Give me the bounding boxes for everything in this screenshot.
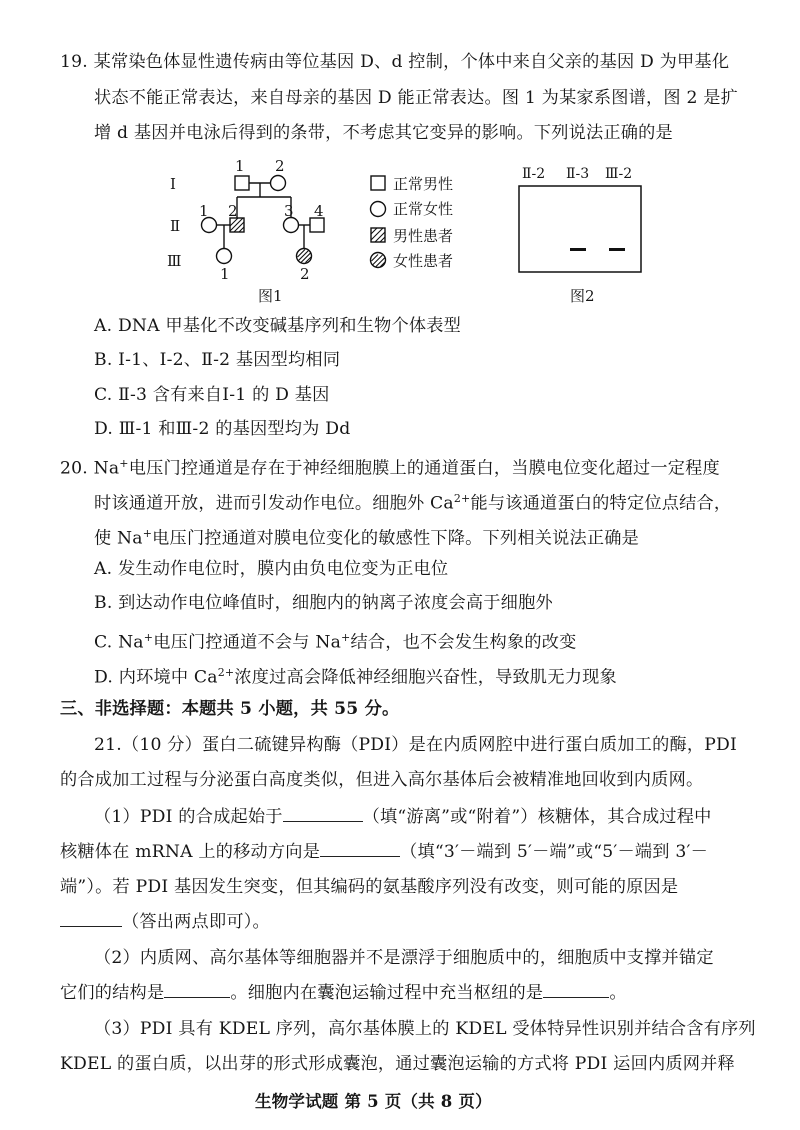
gen-label-II: Ⅱ bbox=[170, 217, 181, 235]
legend-normal-female: 正常女性 bbox=[393, 200, 454, 218]
q20-option-a: A. 发生动作电位时，膜内由负电位变为正电位 bbox=[94, 559, 449, 579]
num-II-4: 4 bbox=[314, 202, 324, 220]
q20-option-d: D. 内环境中 $Ca^{2+}$浓度过高会降低神经细胞兴奋性，导致肌无力现象 bbox=[94, 666, 617, 688]
num-I-1: 1 bbox=[235, 157, 245, 175]
q20-line-3: 使 Na+电压门控通道对膜电位变化的敏感性下降。下列相关说法正确是 bbox=[94, 527, 640, 549]
num-I-2: 2 bbox=[275, 157, 285, 175]
num-II-2: 2 bbox=[228, 202, 238, 220]
gel-lane-label-2: Ⅱ-3 bbox=[566, 166, 590, 182]
q21-part2-line-1: （2）内质网、高尔基体等细胞器并不是漂浮于细胞质中的，细胞质中支撑并锚定 bbox=[94, 948, 714, 968]
num-II-1: 1 bbox=[199, 202, 209, 220]
q21-part1-line-2: 核糖体在 mRNA 上的移动方向是 （填“3′－端到 5′－端”或“5′－端到 3′－ bbox=[60, 842, 708, 862]
page-footer: 生物学试题 第 5 页（共 8 页） bbox=[255, 1092, 492, 1111]
q19-line-3: 增 d 基因并电泳后得到的条带，不考虑其它变异的影响。下列说法正确的是 bbox=[94, 123, 673, 143]
answer-blank-4[interactable] bbox=[164, 981, 230, 998]
affected-male-icon bbox=[371, 228, 385, 242]
pedigree-legend-symbols bbox=[368, 172, 390, 272]
section-3-heading: 三、非选择题：本题共 5 小题，共 55 分。 bbox=[60, 699, 400, 719]
answer-blank-2[interactable] bbox=[320, 840, 400, 857]
gel-band-II-3 bbox=[570, 248, 586, 251]
figure-2-caption: 图2 bbox=[570, 287, 595, 305]
gel-band-III-2 bbox=[609, 248, 625, 251]
gel-lane-label-3: Ⅲ-2 bbox=[605, 166, 633, 182]
q19-line-2: 状态不能正常表达，来自母亲的基因 D 能正常表达。图 1 为某家系图谱，图 2 是扩 bbox=[94, 88, 739, 108]
q20-option-c: C. Na+电压门控通道不会与 Na+结合，也不会发生构象的改变 bbox=[94, 631, 577, 653]
normal-female-icon bbox=[371, 202, 386, 217]
gel-lane-label-1: Ⅱ-2 bbox=[522, 166, 546, 182]
q19-option-a: A. DNA 甲基化不改变碱基序列和生物个体表型 bbox=[94, 316, 462, 336]
q19-option-b: B. Ⅰ-1、Ⅰ-2、Ⅱ-2 基因型均相同 bbox=[94, 350, 341, 370]
q21-line-2: 的合成加工过程与分泌蛋白高度类似，但进入高尔基体后会被精准地回收到内质网。 bbox=[60, 770, 704, 790]
q21-line-1: 21.（10 分）蛋白二硫键异构酶（PDI）是在内质网腔中进行蛋白质加工的酶，PDI bbox=[94, 735, 737, 755]
num-III-1: 1 bbox=[220, 265, 230, 283]
legend-normal-male: 正常男性 bbox=[393, 175, 454, 193]
q21-part3-line-1: （3）PDI 具有 KDEL 序列，高尔基体膜上的 KDEL 受体特异性识别并结合含有序列 bbox=[94, 1019, 756, 1039]
answer-blank-3[interactable] bbox=[60, 910, 122, 927]
figure-1-caption: 图1 bbox=[258, 287, 283, 305]
answer-blank-5[interactable] bbox=[543, 981, 609, 998]
gen-label-III: Ⅲ bbox=[167, 252, 182, 270]
legend-affected-male: 男性患者 bbox=[393, 227, 454, 245]
pedigree-figure bbox=[160, 150, 360, 310]
q20-line-1: 20. Na+电压门控通道是存在于神经细胞膜上的通道蛋白，当膜电位变化超过一定程度 bbox=[60, 457, 720, 479]
q20-option-b: B. 到达动作电位峰值时，细胞内的钠离子浓度会高于细胞外 bbox=[94, 593, 553, 613]
num-II-3: 3 bbox=[284, 202, 294, 220]
q20-line-2: 时该通道开放，进而引发动作电位。细胞外 $Ca^{2+}$能与该通道蛋白的特定位点结合， bbox=[94, 492, 732, 514]
q19-option-d: D. Ⅲ-1 和Ⅲ-2 的基因型均为 Dd bbox=[94, 419, 351, 439]
q19-option-c: C. Ⅱ-3 含有来自Ⅰ-1 的 D 基因 bbox=[94, 385, 330, 405]
q21-part1-line-4: （答出两点即可）。 bbox=[60, 910, 270, 934]
legend-affected-female: 女性患者 bbox=[393, 252, 454, 270]
answer-blank-1[interactable] bbox=[283, 805, 363, 822]
q21-part1-line-1: （1）PDI 的合成起始于 （填“游离”或“附着”）核糖体，其合成过程中 bbox=[94, 807, 712, 827]
q19-line-1: 19. 某常染色体显性遗传病由等位基因 D、d 控制，个体中来自父亲的基因 D 为甲基化 bbox=[60, 52, 730, 72]
q21-part1-line-3: 端”）。若 PDI 基因发生突变，但其编码的氨基酸序列没有改变，则可能的原因是 bbox=[60, 877, 679, 897]
gen-label-I: Ⅰ bbox=[170, 175, 176, 193]
q21-part3-line-2: KDEL 的蛋白质，以出芽的形式形成囊泡，通过囊泡运输的方式将 PDI 运回内质网并释 bbox=[60, 1054, 735, 1074]
electrophoresis-gel bbox=[518, 185, 643, 275]
q21-part2-line-2: 它们的结构是 。细胞内在囊泡运输过程中充当枢纽的是 。 bbox=[60, 983, 627, 1003]
normal-male-icon bbox=[371, 176, 385, 190]
num-III-2: 2 bbox=[300, 265, 310, 283]
